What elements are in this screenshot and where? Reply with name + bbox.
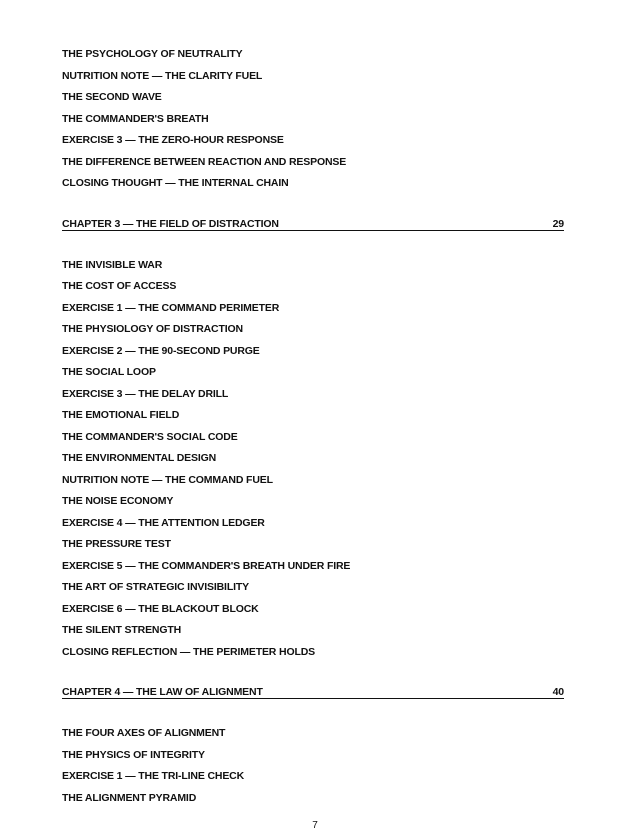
toc-entry[interactable]: CLOSING REFLECTION — THE PERIMETER HOLDS [62, 646, 316, 658]
toc-entry[interactable]: THE FOUR AXES OF ALIGNMENT [62, 727, 226, 739]
toc-entry[interactable]: THE ART OF STRATEGIC INVISIBILITY [62, 581, 249, 593]
toc-entry[interactable]: THE COMMANDER'S BREATH [62, 113, 209, 125]
toc-entry[interactable]: EXERCISE 5 — THE COMMANDER'S BREATH UNDER FIRE [62, 560, 351, 572]
chapter-page-number: 29 [552, 218, 564, 230]
toc-entry[interactable]: EXERCISE 3 — THE DELAY DRILL [62, 388, 229, 400]
toc-entry[interactable]: THE NOISE ECONOMY [62, 495, 174, 507]
toc-entry[interactable]: EXERCISE 3 — THE ZERO-HOUR RESPONSE [62, 134, 284, 146]
toc-entry[interactable]: NUTRITION NOTE — THE CLARITY FUEL [62, 70, 263, 82]
toc-entry[interactable]: THE SILENT STRENGTH [62, 624, 182, 636]
page-number: 7 [312, 820, 318, 831]
toc-entry[interactable]: THE ALIGNMENT PYRAMID [62, 792, 197, 804]
toc-entry[interactable]: EXERCISE 4 — THE ATTENTION LEDGER [62, 517, 265, 529]
toc-entry[interactable]: EXERCISE 1 — THE TRI-LINE CHECK [62, 770, 245, 782]
toc-entry[interactable]: THE PHYSIOLOGY OF DISTRACTION [62, 323, 243, 335]
chapter-heading-4[interactable] [62, 686, 564, 699]
toc-entry[interactable]: THE PHYSICS OF INTEGRITY [62, 749, 205, 761]
toc-entry[interactable]: THE ENVIRONMENTAL DESIGN [62, 452, 217, 464]
chapter-title: CHAPTER 3 — THE FIELD OF DISTRACTION [62, 218, 279, 230]
chapter-page-number: 40 [552, 686, 564, 698]
chapter-heading-3[interactable] [62, 218, 564, 231]
toc-entry[interactable]: CLOSING THOUGHT — THE INTERNAL CHAIN [62, 177, 289, 189]
toc-entry[interactable]: THE SOCIAL LOOP [62, 366, 156, 378]
toc-entry[interactable]: NUTRITION NOTE — THE COMMAND FUEL [62, 474, 273, 486]
toc-entry[interactable]: THE DIFFERENCE BETWEEN REACTION AND RESPONSE [62, 156, 347, 168]
toc-entry[interactable]: THE EMOTIONAL FIELD [62, 409, 180, 421]
toc-entry[interactable]: EXERCISE 2 — THE 90-SECOND PURGE [62, 345, 260, 357]
toc-entry[interactable]: THE SECOND WAVE [62, 91, 162, 103]
toc-entry[interactable]: THE PSYCHOLOGY OF NEUTRALITY [62, 48, 243, 60]
toc-entry[interactable]: THE INVISIBLE WAR [62, 259, 163, 271]
toc-entry[interactable]: THE COST OF ACCESS [62, 280, 177, 292]
toc-entry[interactable]: EXERCISE 1 — THE COMMAND PERIMETER [62, 302, 280, 314]
chapter-title: CHAPTER 4 — THE LAW OF ALIGNMENT [62, 686, 263, 698]
toc-entry[interactable]: THE PRESSURE TEST [62, 538, 171, 550]
toc-entry[interactable]: THE COMMANDER'S SOCIAL CODE [62, 431, 238, 443]
toc-entry[interactable]: EXERCISE 6 — THE BLACKOUT BLOCK [62, 603, 259, 615]
